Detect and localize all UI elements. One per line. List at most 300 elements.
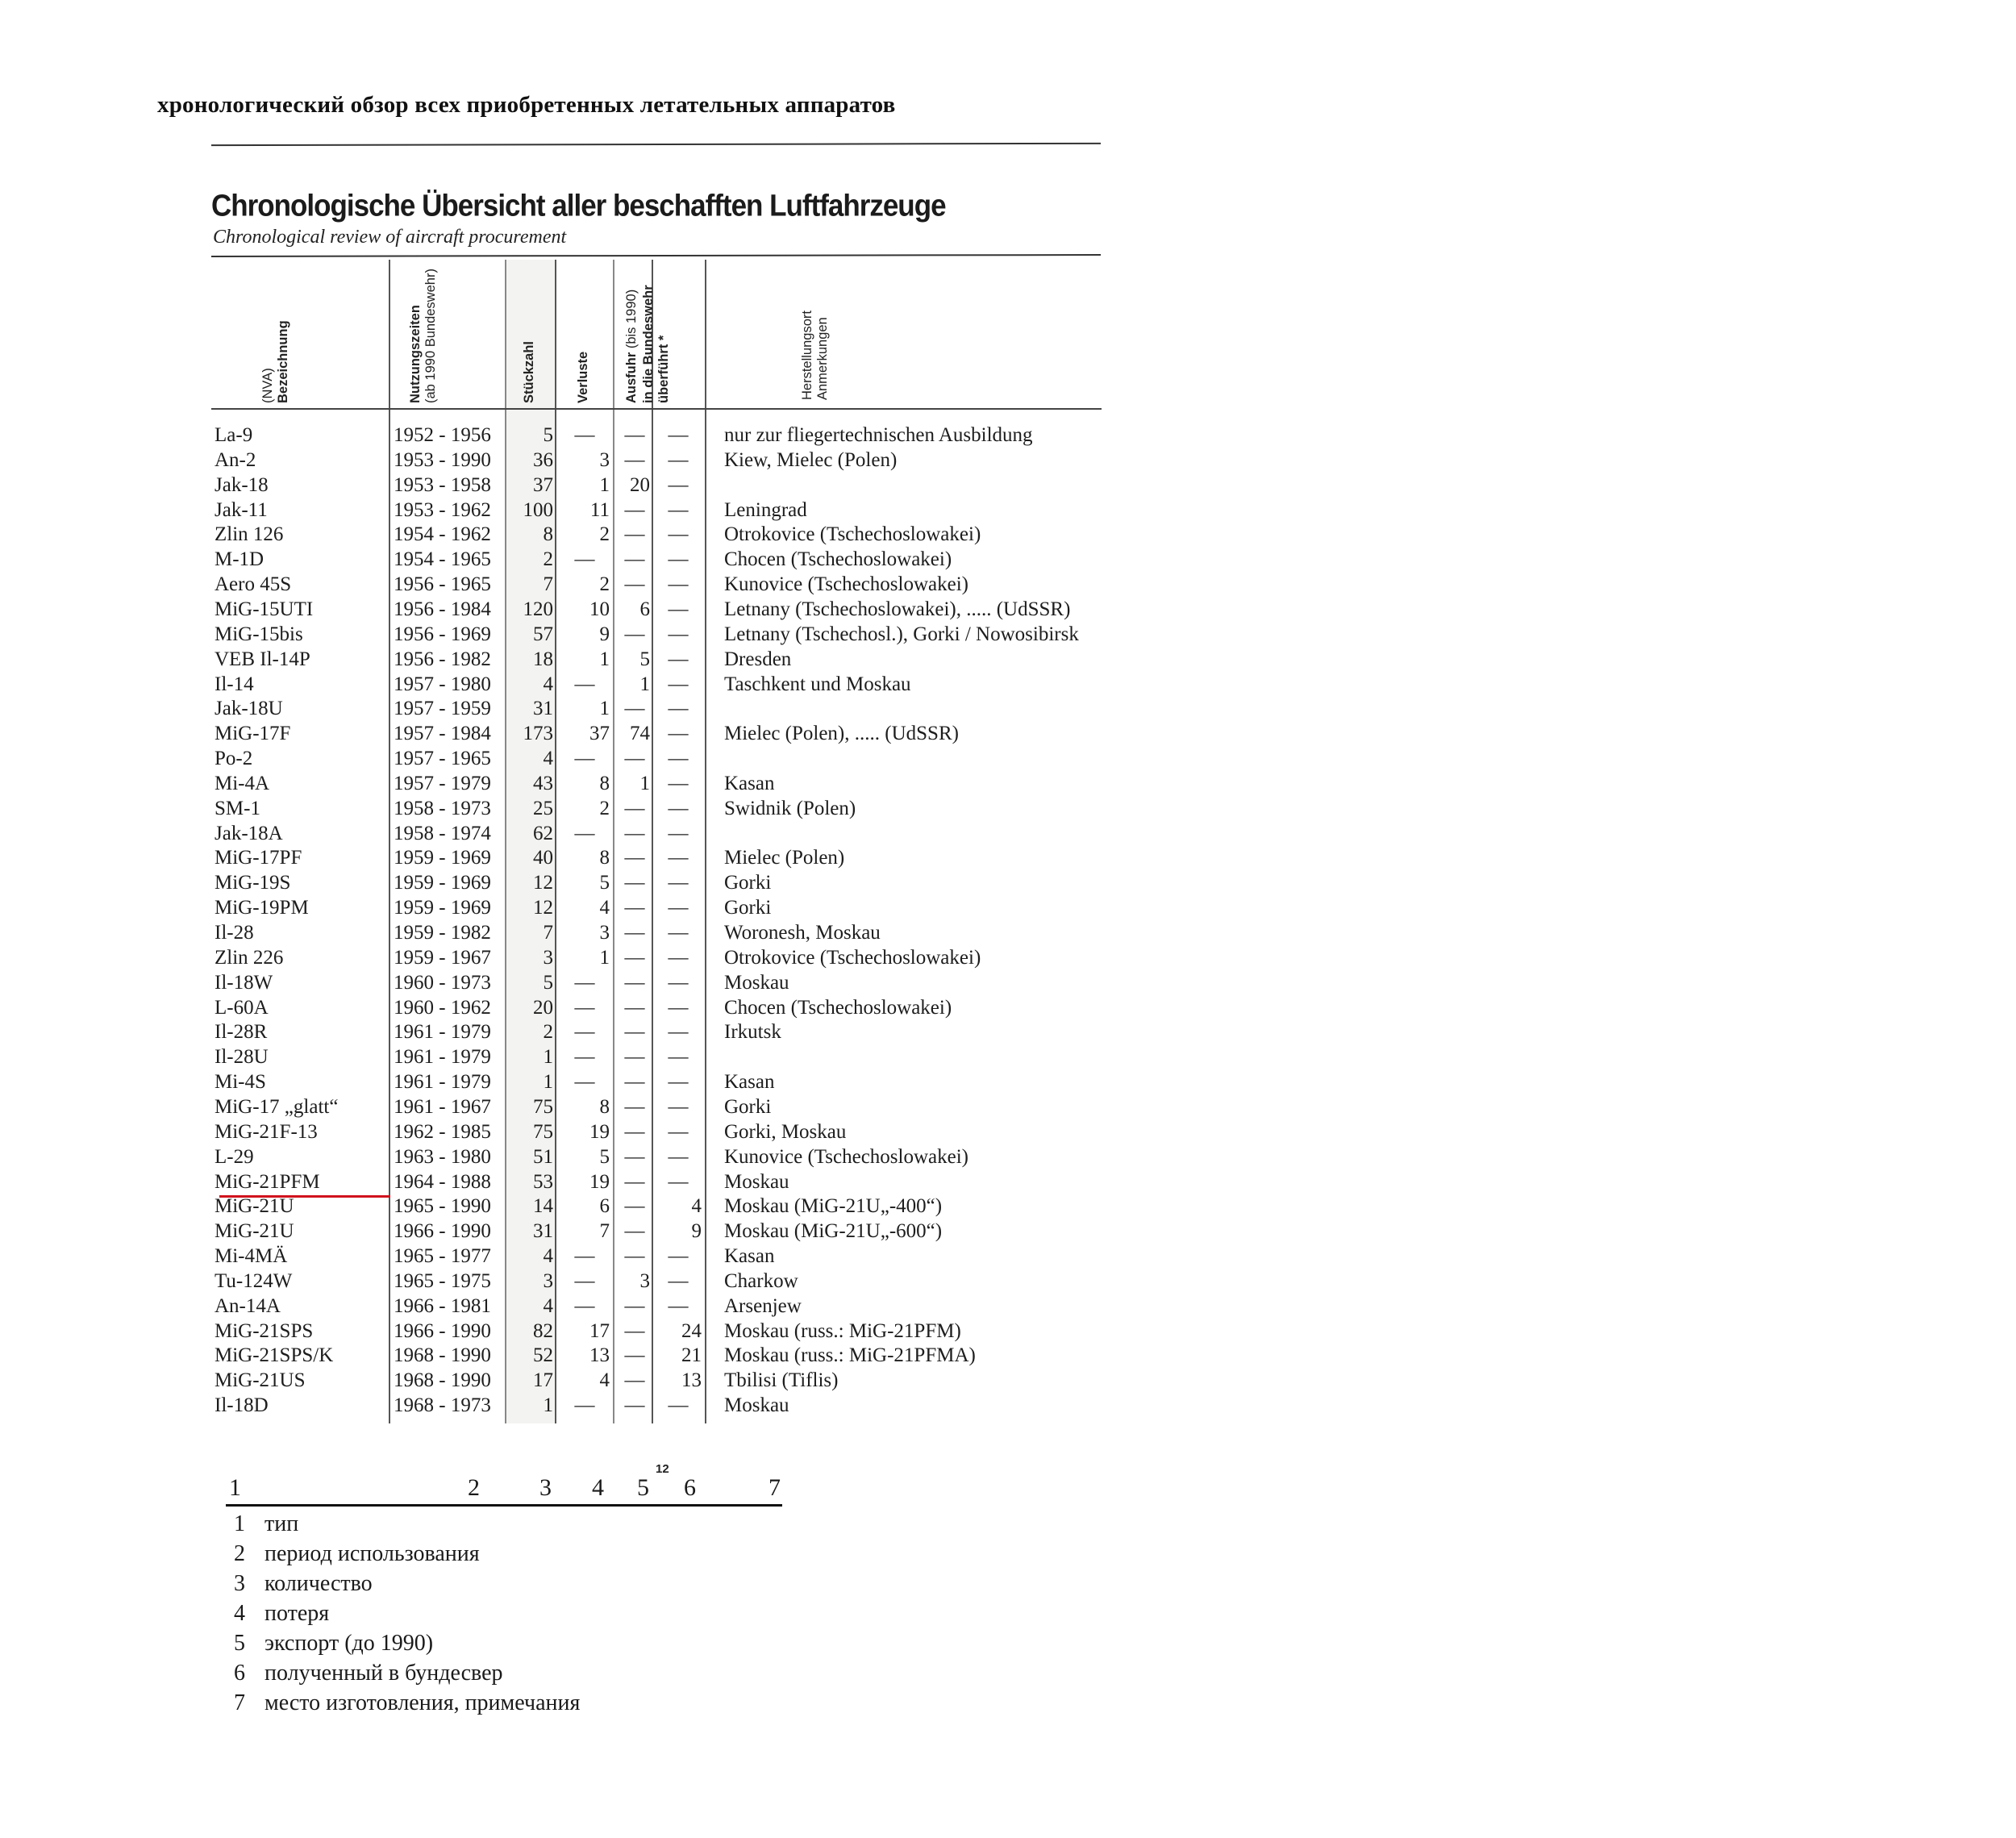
header-remarks (705, 260, 1102, 408)
cell-remarks: nur zur fliegertechnischen Ausbildung (724, 424, 1033, 446)
cell-bundeswehr: — (668, 673, 689, 695)
cell-bundeswehr: — (668, 897, 689, 919)
table-row (210, 1119, 1102, 1144)
cell-designation: MiG-21U (215, 1195, 294, 1218)
cell-losses: — (574, 1394, 595, 1417)
cell-designation: Il-18W (215, 971, 273, 994)
cell-bundeswehr: — (668, 723, 689, 745)
cell-bundeswehr: — (668, 1294, 689, 1317)
legend-col-number: 4 (592, 1474, 604, 1501)
cell-losses: 2 (599, 523, 610, 546)
cell-export: — (624, 1294, 645, 1317)
cell-designation: An-14A (215, 1294, 281, 1317)
cell-losses: 5 (599, 872, 610, 894)
cell-losses: — (574, 1046, 595, 1069)
cell-losses: — (574, 1294, 595, 1317)
cell-losses: 2 (599, 573, 610, 596)
header-designation (210, 260, 389, 408)
cell-quantity: 100 (523, 498, 553, 521)
cell-quantity: 20 (533, 996, 553, 1019)
cell-designation: MiG-17 „glatt“ (215, 1095, 339, 1118)
header-bundeswehr-line1: in die Bundeswehr (641, 285, 656, 403)
cell-remarks: Moskau (724, 971, 789, 994)
cell-designation: SM-1 (215, 797, 260, 819)
cell-remarks: Moskau (MiG-21U„-400“) (724, 1195, 943, 1218)
header-bundeswehr-line2: überführt * (656, 335, 671, 403)
cell-export: — (624, 548, 645, 571)
cell-designation: M-1D (215, 548, 264, 571)
cell-export: — (624, 1369, 645, 1392)
table-row (210, 572, 1102, 597)
cell-bundeswehr: — (668, 498, 689, 521)
cell-bundeswehr: — (668, 648, 689, 670)
cell-losses: — (574, 548, 595, 571)
cell-export: — (624, 872, 645, 894)
cell-export: — (624, 498, 645, 521)
legend-col-number: 5 (637, 1474, 649, 1501)
cell-export: 1 (639, 772, 650, 794)
cell-losses: — (574, 673, 595, 695)
cell-quantity: 14 (533, 1195, 553, 1218)
legend-item-label: период использования (264, 1541, 480, 1566)
cell-remarks: Letnany (Tschechoslowakei), ..... (UdSSR) (724, 598, 1071, 620)
table-row (210, 771, 1102, 796)
cell-bundeswehr: — (668, 1245, 689, 1268)
cell-bundeswehr: — (668, 1145, 689, 1168)
cell-designation: MiG-19S (215, 872, 291, 894)
german-title: Chronologische Übersicht aller beschafften Luftfahrzeuge (211, 189, 946, 223)
cell-service-period: 1957 - 1959 (394, 698, 491, 720)
cell-bundeswehr: — (668, 996, 689, 1019)
cell-service-period: 1961 - 1967 (394, 1095, 491, 1118)
cell-losses: 5 (599, 1145, 610, 1168)
cell-remarks: Moskau (724, 1170, 789, 1193)
table-row (210, 1343, 1102, 1368)
header-losses-label: Verluste (576, 351, 590, 403)
cell-losses: 13 (589, 1344, 610, 1367)
legend-item-number: 5 (234, 1631, 245, 1656)
legend-item-number: 3 (234, 1571, 245, 1596)
cell-losses: 37 (589, 723, 610, 745)
cell-export: — (624, 424, 645, 446)
cell-quantity: 17 (533, 1369, 553, 1392)
cell-service-period: 1959 - 1969 (394, 872, 491, 894)
cell-bundeswehr: 24 (681, 1319, 702, 1342)
table-row (210, 647, 1102, 672)
cell-losses: — (574, 1245, 595, 1268)
cell-remarks: Gorki, Moskau (724, 1120, 847, 1143)
cell-service-period: 1966 - 1990 (394, 1220, 491, 1243)
cell-export: — (624, 1344, 645, 1367)
cell-export: — (624, 573, 645, 596)
cell-service-period: 1959 - 1967 (394, 946, 491, 969)
table-row (210, 1244, 1102, 1269)
cell-bundeswehr: — (668, 573, 689, 596)
legend-col-number: 1 (229, 1474, 241, 1501)
cell-service-period: 1957 - 1979 (394, 772, 491, 794)
cell-remarks: Moskau (724, 1394, 789, 1417)
cell-remarks: Irkutsk (724, 1021, 781, 1044)
title-rule (211, 254, 1101, 257)
table-row (210, 522, 1102, 547)
legend-item-label: экспорт (до 1990) (264, 1631, 434, 1656)
cell-quantity: 5 (543, 971, 553, 994)
table-row (210, 845, 1102, 870)
legend-item (234, 1541, 480, 1567)
table-row (210, 1368, 1102, 1393)
cell-losses: 19 (589, 1120, 610, 1143)
cell-quantity: 37 (533, 473, 553, 496)
cell-designation: Jak-18 (215, 473, 269, 496)
cell-designation: Aero 45S (215, 573, 292, 596)
cell-remarks: Moskau (MiG-21U„-600“) (724, 1220, 943, 1243)
cell-quantity: 53 (533, 1170, 553, 1193)
table-row (210, 622, 1102, 647)
cell-losses: — (574, 1021, 595, 1044)
cell-service-period: 1957 - 1980 (394, 673, 491, 695)
table-row (210, 672, 1102, 697)
cell-designation: Zlin 126 (215, 523, 284, 546)
cell-bundeswehr: — (668, 1095, 689, 1118)
cell-losses: 6 (599, 1195, 610, 1218)
cell-bundeswehr: — (668, 1021, 689, 1044)
cell-service-period: 1954 - 1962 (394, 523, 491, 546)
cell-remarks: Dresden (724, 648, 792, 670)
cell-bundeswehr: — (668, 748, 689, 770)
cell-designation: MiG-21SPS/K (215, 1344, 334, 1367)
cell-bundeswehr: — (668, 946, 689, 969)
table-row (210, 920, 1102, 945)
cell-remarks: Kasan (724, 1071, 775, 1094)
table-row (210, 970, 1102, 995)
legend-item-label: место изготовления, примечания (264, 1690, 581, 1715)
cell-export: 1 (639, 673, 650, 695)
table-row (210, 870, 1102, 895)
cell-losses: 19 (589, 1170, 610, 1193)
cell-losses: 2 (599, 797, 610, 819)
legend-item-label: количество (264, 1571, 373, 1596)
cell-export: — (624, 1071, 645, 1094)
cell-remarks: Tbilisi (Tiflis) (724, 1369, 839, 1392)
cell-bundeswehr: 21 (681, 1344, 702, 1367)
cell-bundeswehr: — (668, 1046, 689, 1069)
cell-remarks: Kasan (724, 1245, 775, 1268)
cell-bundeswehr: — (668, 523, 689, 546)
cell-losses: 8 (599, 847, 610, 869)
cell-export: — (624, 897, 645, 919)
cell-quantity: 12 (533, 872, 553, 894)
cell-service-period: 1953 - 1990 (394, 448, 491, 471)
table-row (210, 1169, 1102, 1194)
cell-bundeswehr: — (668, 1120, 689, 1143)
cell-quantity: 5 (543, 424, 553, 446)
legend-rule (226, 1504, 782, 1507)
legend-col-number: 7 (768, 1474, 781, 1501)
cell-designation: Jak-18A (215, 822, 283, 844)
legend-item-label: тип (264, 1511, 299, 1536)
cell-bundeswehr: 13 (681, 1369, 702, 1392)
cell-export: 3 (639, 1269, 650, 1292)
cell-service-period: 1959 - 1982 (394, 922, 491, 944)
cell-remarks: Chocen (Tschechoslowakei) (724, 996, 952, 1019)
cell-designation: MiG-15bis (215, 623, 303, 645)
cell-service-period: 1964 - 1988 (394, 1170, 491, 1193)
cell-losses: 1 (599, 473, 610, 496)
cell-quantity: 4 (543, 673, 553, 695)
header-export-label: Ausfuhr (624, 352, 639, 403)
table-row (210, 1069, 1102, 1094)
cell-quantity: 173 (523, 723, 553, 745)
cell-remarks: Mielec (Polen) (724, 847, 845, 869)
cell-service-period: 1957 - 1965 (394, 748, 491, 770)
cell-designation: Mi-4MÄ (215, 1245, 288, 1268)
cell-export: — (624, 698, 645, 720)
table-row (210, 1019, 1102, 1044)
cell-export: 6 (639, 598, 650, 620)
cell-quantity: 120 (523, 598, 553, 620)
table-row (210, 1393, 1102, 1418)
cell-export: — (624, 971, 645, 994)
cell-export: 20 (630, 473, 650, 496)
cell-export: — (624, 996, 645, 1019)
cell-quantity: 3 (543, 1269, 553, 1292)
cell-quantity: 43 (533, 772, 553, 794)
cell-designation: Mi-4A (215, 772, 270, 794)
cell-export: — (624, 1046, 645, 1069)
legend-item-number: 6 (234, 1661, 245, 1686)
cell-designation: Tu-124W (215, 1269, 293, 1292)
cell-export: — (624, 523, 645, 546)
cell-service-period: 1966 - 1981 (394, 1294, 491, 1317)
cell-service-period: 1958 - 1974 (394, 822, 491, 844)
cell-designation: L-60A (215, 996, 269, 1019)
cell-service-period: 1966 - 1990 (394, 1319, 491, 1342)
header-rule (211, 408, 1102, 410)
cell-bundeswehr: — (668, 424, 689, 446)
cell-bundeswehr: — (668, 473, 689, 496)
cell-bundeswehr: — (668, 548, 689, 571)
cell-losses: — (574, 424, 595, 446)
cell-designation: MiG-21US (215, 1369, 306, 1392)
cell-bundeswehr: — (668, 448, 689, 471)
cell-remarks: Moskau (russ.: MiG-21PFM) (724, 1319, 961, 1342)
cell-designation: Il-28 (215, 922, 254, 944)
cell-losses: — (574, 822, 595, 844)
russian-title: хронологический обзор всех приобретенных летательных аппаратов (157, 92, 896, 118)
cell-bundeswehr: — (668, 872, 689, 894)
header-remarks-line1: Herstellungsort (800, 311, 814, 400)
cell-quantity: 3 (543, 946, 553, 969)
table-row (210, 796, 1102, 821)
header-losses (555, 260, 613, 408)
legend-superscript: 12 (656, 1462, 669, 1476)
cell-export: — (624, 1245, 645, 1268)
cell-losses: — (574, 971, 595, 994)
cell-remarks: Taschkent und Moskau (724, 673, 911, 695)
cell-bundeswehr: — (668, 1269, 689, 1292)
table-row (210, 448, 1102, 473)
cell-export: — (624, 1195, 645, 1218)
cell-designation: Il-28U (215, 1046, 269, 1069)
legend-item-label: полученный в бундесвер (264, 1661, 503, 1686)
legend-col-number: 6 (684, 1474, 696, 1501)
cell-service-period: 1956 - 1984 (394, 598, 491, 620)
cell-quantity: 4 (543, 1245, 553, 1268)
cell-losses: 8 (599, 772, 610, 794)
table-row (210, 1144, 1102, 1169)
cell-bundeswehr: — (668, 1394, 689, 1417)
cell-export: — (624, 946, 645, 969)
header-quantity-label: Stückzahl (522, 340, 536, 403)
cell-remarks: Kiew, Mielec (Polen) (724, 448, 898, 471)
cell-remarks: Otrokovice (Tschechoslowakei) (724, 946, 981, 969)
cell-remarks: Gorki (724, 872, 772, 894)
cell-service-period: 1953 - 1962 (394, 498, 491, 521)
legend-item-number: 7 (234, 1690, 245, 1715)
cell-service-period: 1961 - 1979 (394, 1046, 491, 1069)
cell-service-period: 1961 - 1979 (394, 1021, 491, 1044)
cell-losses: — (574, 748, 595, 770)
cell-export: — (624, 922, 645, 944)
table-row (210, 1319, 1102, 1344)
cell-losses: 7 (599, 1220, 610, 1243)
cell-service-period: 1956 - 1982 (394, 648, 491, 670)
cell-quantity: 57 (533, 623, 553, 645)
cell-bundeswehr: — (668, 698, 689, 720)
table-row (210, 1044, 1102, 1069)
cell-designation: La-9 (215, 424, 253, 446)
cell-service-period: 1952 - 1956 (394, 424, 491, 446)
cell-remarks: Kasan (724, 772, 775, 794)
cell-designation: Il-18D (215, 1394, 269, 1417)
cell-service-period: 1961 - 1979 (394, 1071, 491, 1094)
cell-remarks: Mielec (Polen), ..... (UdSSR) (724, 723, 959, 745)
cell-quantity: 7 (543, 573, 553, 596)
table-row (210, 473, 1102, 498)
cell-service-period: 1960 - 1962 (394, 996, 491, 1019)
header-service-period-main: Nutzungszeiten (408, 305, 423, 403)
cell-service-period: 1957 - 1984 (394, 723, 491, 745)
cell-service-period: 1965 - 1990 (394, 1195, 491, 1218)
cell-designation: Mi-4S (215, 1071, 266, 1094)
cell-quantity: 2 (543, 548, 553, 571)
header-remarks-line2: Anmerkungen (815, 317, 830, 400)
cell-remarks: Arsenjew (724, 1294, 802, 1317)
cell-service-period: 1965 - 1975 (394, 1269, 491, 1292)
legend-item (234, 1661, 503, 1686)
cell-designation: An-2 (215, 448, 256, 471)
cell-remarks: Kunovice (Tschechoslowakei) (724, 1145, 969, 1168)
cell-service-period: 1963 - 1980 (394, 1145, 491, 1168)
cell-remarks: Woronesh, Moskau (724, 922, 881, 944)
table-row (210, 821, 1102, 846)
legend-item (234, 1601, 329, 1627)
cell-losses: 17 (589, 1319, 610, 1342)
header-designation-main: Bezeichnung (276, 320, 290, 403)
table-row (210, 1194, 1102, 1219)
cell-designation: MiG-21U (215, 1220, 294, 1243)
cell-bundeswehr: — (668, 1071, 689, 1094)
header-service-period-sub: (ab 1990 Bundeswehr) (423, 269, 438, 403)
header-quantity (505, 260, 555, 408)
cell-remarks: Gorki (724, 1095, 772, 1118)
cell-bundeswehr: — (668, 1170, 689, 1193)
cell-quantity: 1 (543, 1046, 553, 1069)
cell-export: — (624, 1095, 645, 1118)
cell-export: — (624, 1394, 645, 1417)
cell-designation: Po-2 (215, 748, 253, 770)
cell-export: — (624, 1145, 645, 1168)
cell-bundeswehr: — (668, 623, 689, 645)
cell-designation: L-29 (215, 1145, 254, 1168)
cell-losses: 10 (589, 598, 610, 620)
cell-quantity: 8 (543, 523, 553, 546)
legend-item-number: 4 (234, 1601, 245, 1626)
legend-column-numbers (227, 1473, 784, 1505)
cell-export: 74 (630, 723, 650, 745)
cell-designation: MiG-15UTI (215, 598, 314, 620)
header-bundeswehr (641, 260, 705, 408)
cell-losses: — (574, 1269, 595, 1292)
cell-remarks: Letnany (Tschechosl.), Gorki / Nowosibirsk (724, 623, 1079, 645)
cell-remarks: Otrokovice (Tschechoslowakei) (724, 523, 981, 546)
cell-losses: — (574, 996, 595, 1019)
cell-quantity: 31 (533, 698, 553, 720)
header-export-sub: (bis 1990) (624, 289, 639, 352)
cell-quantity: 40 (533, 847, 553, 869)
cell-bundeswehr: — (668, 598, 689, 620)
cell-designation: MiG-17PF (215, 847, 302, 869)
cell-bundeswehr: 4 (691, 1195, 702, 1218)
cell-losses: 3 (599, 922, 610, 944)
table-row (210, 746, 1102, 771)
cell-export: — (624, 847, 645, 869)
legend-item (234, 1690, 580, 1716)
cell-bundeswehr: — (668, 922, 689, 944)
cell-designation: MiG-21SPS (215, 1319, 314, 1342)
table-row (210, 423, 1102, 448)
cell-service-period: 1958 - 1973 (394, 797, 491, 819)
cell-remarks: Moskau (russ.: MiG-21PFMA) (724, 1344, 976, 1367)
cell-bundeswehr: — (668, 847, 689, 869)
cell-quantity: 31 (533, 1220, 553, 1243)
cell-quantity: 25 (533, 797, 553, 819)
cell-designation: Il-14 (215, 673, 254, 695)
table-row (210, 995, 1102, 1020)
table-row (210, 1219, 1102, 1244)
table-row (210, 1269, 1102, 1294)
cell-losses: 1 (599, 648, 610, 670)
cell-service-period: 1956 - 1969 (394, 623, 491, 645)
table-row (210, 895, 1102, 920)
cell-quantity: 4 (543, 1294, 553, 1317)
cell-quantity: 1 (543, 1071, 553, 1094)
table-row (210, 721, 1102, 746)
cell-service-period: 1960 - 1973 (394, 971, 491, 994)
cell-bundeswehr: — (668, 971, 689, 994)
legend-item-number: 2 (234, 1541, 245, 1566)
cell-service-period: 1959 - 1969 (394, 847, 491, 869)
cell-designation: MiG-19PM (215, 897, 309, 919)
cell-bundeswehr: — (668, 772, 689, 794)
legend-item-label: потеря (264, 1601, 330, 1626)
cell-quantity: 36 (533, 448, 553, 471)
cell-service-period: 1968 - 1990 (394, 1369, 491, 1392)
cell-quantity: 75 (533, 1120, 553, 1143)
table-row (210, 1294, 1102, 1319)
cell-losses: 8 (599, 1095, 610, 1118)
cell-quantity: 2 (543, 1021, 553, 1044)
